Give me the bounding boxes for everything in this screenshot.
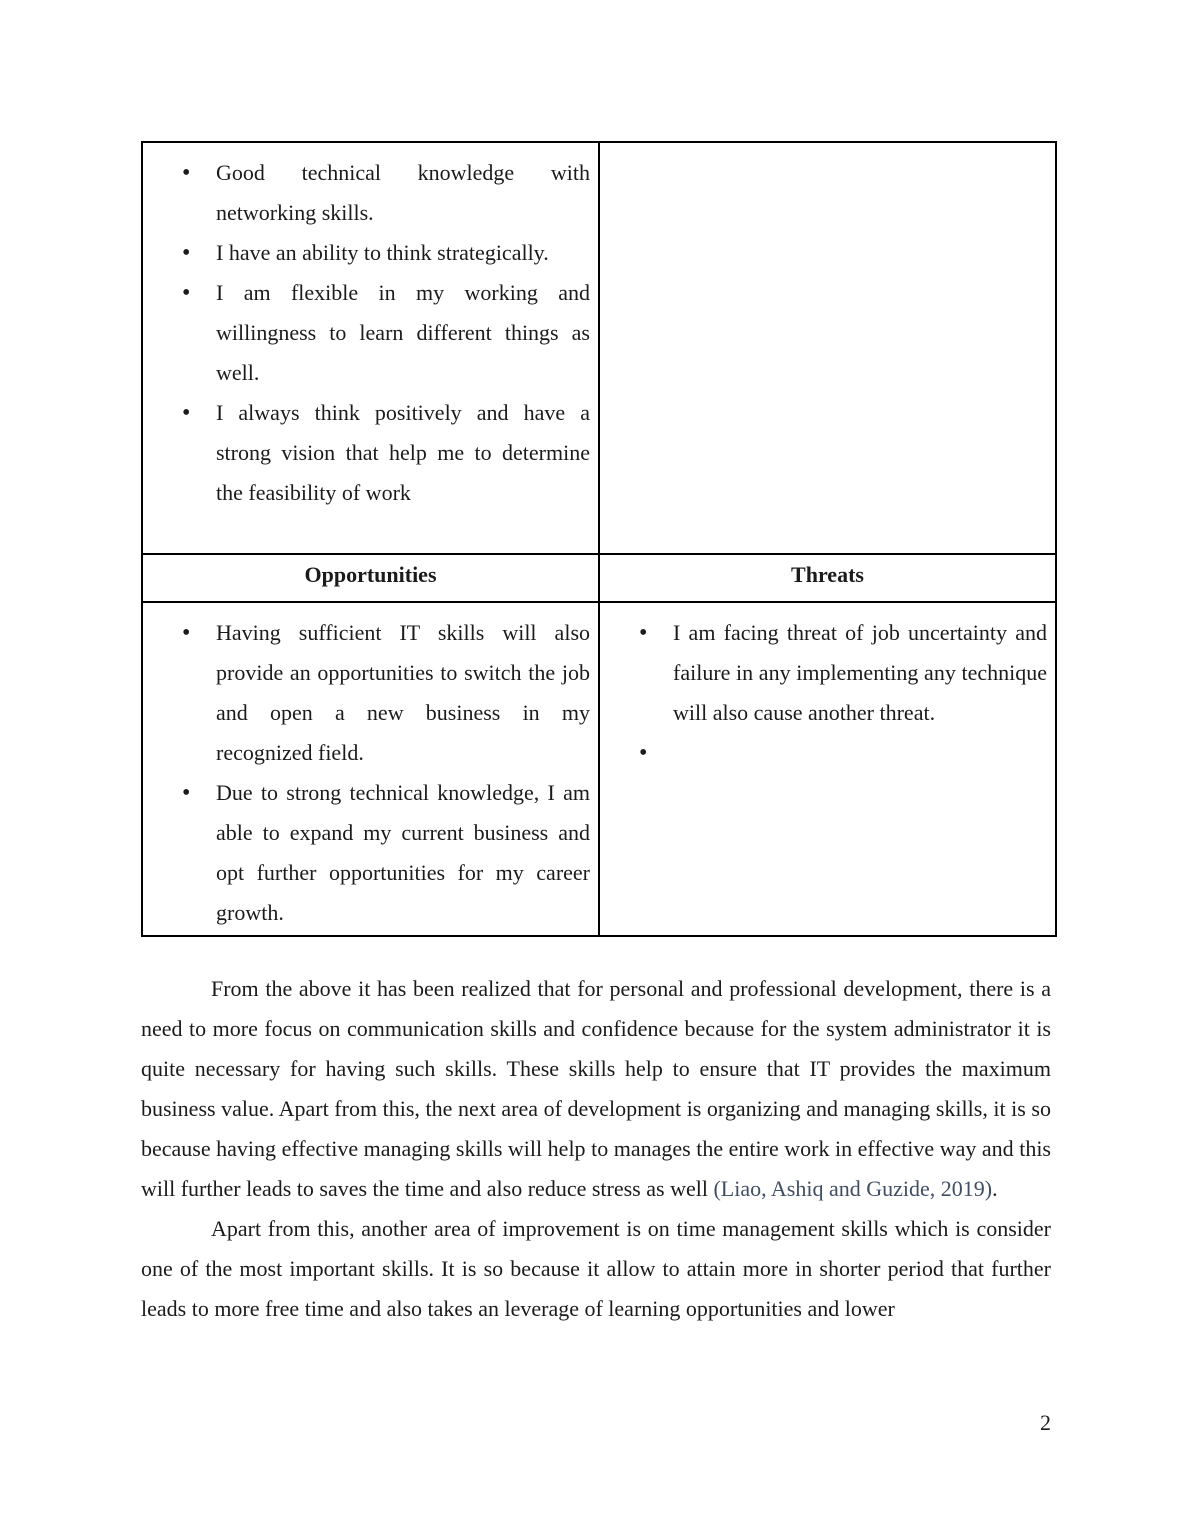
paragraph-text: From the above it has been realized that for personal and professional development, there is a need to more focus on communication skills and confidence because for the system administrator it is quite necessary for having such skills. These skills help to ensure that IT provides the maximum business value. Apart from this, the next area of development is organizing and managing skills, it is so because having effective managing skills will help to manages the entire work in effective way and this will further leads to saves the time and also reduce stress as well	[141, 976, 1051, 1201]
document-content	[141, 141, 1051, 1329]
swot-row-opportunities-threats	[142, 602, 1056, 936]
paragraph-time-management	[141, 1209, 1051, 1329]
body-paragraphs	[141, 969, 1051, 1329]
list-item: • Due to strong technical knowledge, I am able to expand my current business and opt further opportunities for my career growth.	[182, 773, 590, 933]
threats-header: Threats	[599, 554, 1056, 602]
paragraph-text: Apart from this, another area of improvement is on time management skills which is consider one of the most important skills. It is so because it allow to attain more in shorter period that further leads to more free time and also takes an leverage of learning opportunities and lower	[141, 1216, 1051, 1321]
strengths-cell	[142, 142, 599, 554]
paragraph-development	[141, 969, 1051, 1209]
list-item	[639, 733, 1047, 773]
page-number: 2	[1040, 1410, 1051, 1435]
swot-header-row	[142, 554, 1056, 602]
opportunities-bullet-list	[143, 613, 598, 933]
threats-cell	[599, 602, 1056, 936]
list-item: • I have an ability to think strategically.	[182, 233, 590, 273]
strengths-bullet-list	[143, 153, 598, 513]
swot-row-strengths-continuation	[142, 142, 1056, 554]
citation-reference: (Liao, Ashiq and Guzide, 2019)	[713, 1176, 993, 1201]
opportunities-header: Opportunities	[142, 554, 599, 602]
empty-cell	[599, 142, 1056, 554]
list-item: • I am flexible in my working and willingness to learn different things as well.	[182, 273, 590, 393]
opportunities-cell	[142, 602, 599, 936]
threats-bullet-list	[600, 613, 1055, 773]
list-item: • Having sufficient IT skills will also provide an opportunities to switch the job and open a new business in my recognized field.	[182, 613, 590, 773]
list-item: • I always think positively and have a strong vision that help me to determine the feasibility of work	[182, 393, 590, 513]
list-item: • I am facing threat of job uncertainty and failure in any implementing any technique will also cause another threat.	[639, 613, 1047, 733]
list-item: • Good technical knowledge with networking skills.	[182, 153, 590, 233]
swot-table	[141, 141, 1057, 937]
paragraph-text: .	[992, 1176, 998, 1201]
